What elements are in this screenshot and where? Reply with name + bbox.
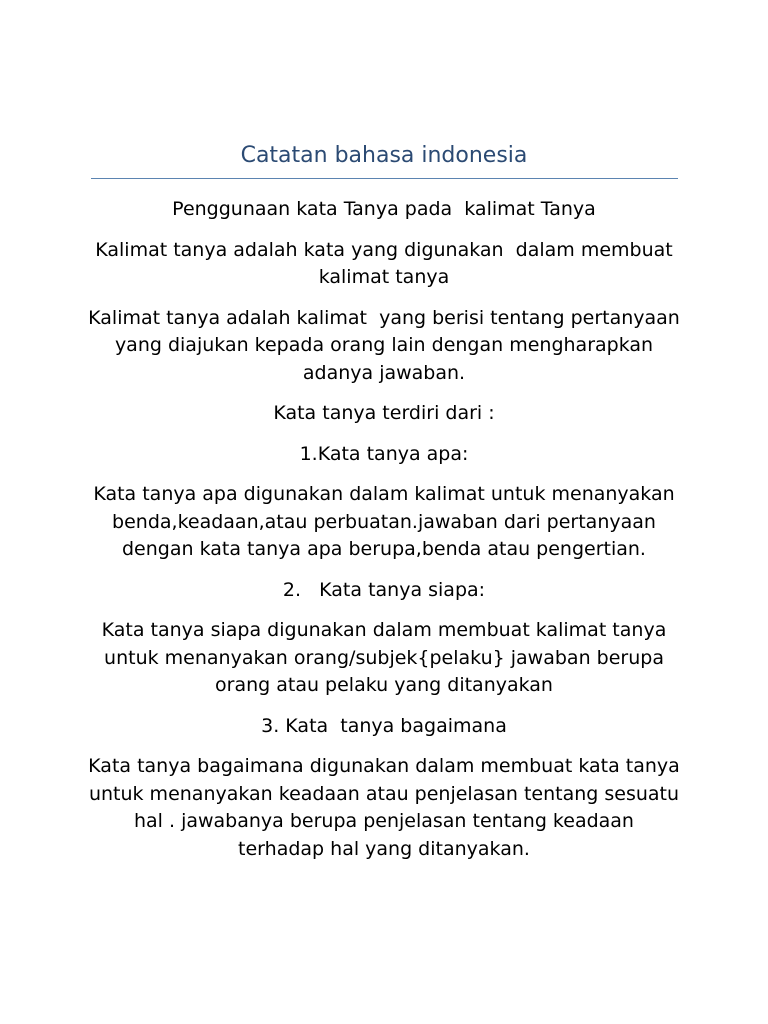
title-underline [91, 178, 678, 179]
list-item-heading-apa: 1.Kata tanya apa: [299, 442, 469, 465]
list-item-body-siapa: Kata tanya siapa digunakan dalam membuat kalimat tanya untuk menanyakan orang/subjek{pelaku} jawaban berupa orang atau pelaku yang ditanyakan [101, 619, 673, 696]
paragraph-list-intro: Kata tanya terdiri dari : [273, 402, 495, 424]
paragraph-definition: Kalimat tanya adalah kata yang digunakan dalam membuat kalimat tanya [95, 238, 679, 288]
paragraph-definition-detail: Kalimat tanya adalah kalimat yang berisi tentang pertanyaan yang diajukan kepada orang lain dengan mengharapkan adanya jawaban. [88, 306, 686, 384]
list-item-body-apa: Kata tanya apa digunakan dalam kalimat untuk menanyakan benda,keadaan,atau perbuatan.jawaban dari pertanyaan dengan kata tanya apa berupa,benda atau pengertian. [93, 483, 681, 560]
list-item-heading-siapa: 2. Kata tanya siapa: [282, 578, 486, 601]
list-item-heading-bagaimana: 3. Kata tanya bagaimana [261, 714, 507, 737]
document-body [88, 196, 686, 876]
paragraph-heading: Penggunaan kata Tanya pada kalimat Tanya [172, 198, 596, 220]
list-item-body-bagaimana: Kata tanya bagaimana digunakan dalam membuat kata tanya untuk menanyakan keadaan atau penjelasan tentang sesuatu hal . jawabanya berupa penjelasan tentang keadaan terhadap hal yang ditanyakan. [88, 755, 686, 860]
document-title: Catatan bahasa indonesia [240, 143, 528, 168]
